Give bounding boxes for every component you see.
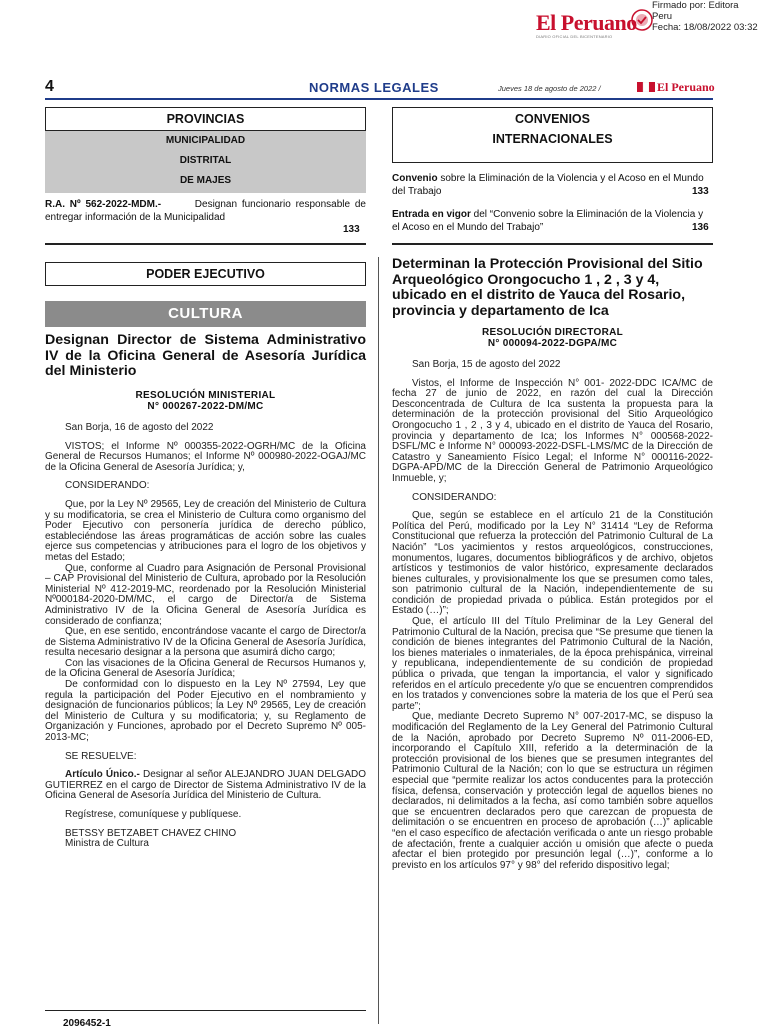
signature-line: Firmado por: Editora — [652, 0, 739, 11]
signature-line: Peru — [652, 11, 673, 22]
article-headline: Determinan la Protección Provisional del Sitio Arqueológico Orongocucho 1 , 2 , 3 y 4, ubicado en el distrito de Yauca del Rosario, provincia y departamento de Ica — [392, 256, 703, 319]
index-item-label: R.A. Nº 562-2022-MDM.- — [45, 199, 162, 210]
registry-number: 2096452-1 — [63, 1018, 111, 1029]
index-item-bold: Convenio — [392, 173, 438, 184]
index-item-text: Designan funcionario responsable de entregar información de la Municipalidad — [45, 199, 366, 223]
masthead-tagline: DIARIO OFICIAL DEL BICENTENARIO — [536, 34, 613, 39]
sector-bar: CULTURA — [45, 301, 366, 327]
divider — [45, 1010, 366, 1011]
divider — [45, 243, 366, 245]
paragraph: De conformidad con lo dispuesto en la Ley Nº 27594, Ley que regula la participación del Poder Ejecutivo en el nombramiento y designación de funcionarios públicos; la Ley Nº 29565, Ley de creación del Ministerio de Cultura y su modificatoria; y, su Reglamento de Organización y Funciones, aprobado por el Decreto Supremo Nº 005-2013-MC; — [45, 679, 366, 744]
signatory-name: BETSSY BETZABET CHAVEZ CHINO — [65, 827, 237, 839]
paragraph: Regístrese, comuníquese y publíquese. — [65, 809, 242, 820]
poder-ejecutivo-box — [45, 262, 366, 286]
municipality-line: DISTRITAL — [179, 155, 232, 166]
header-rule — [45, 98, 713, 100]
paragraph: Que, mediante Decreto Supremo N° 007-2017-MC, se dispuso la modificación del Reglamento de la Ley General del Patrimonio Cultural de la Nación, aprobado por Decreto Supremo Nº 011-2006-ED, incorporando el Capítulo XIII, referido a la determinación de la protección provisional de los bienes que se presumen integrantes del Patrimonio Cultural de la Nación; con lo que se estructura un régimen especial que “permite realizar los actos conducentes para la protección física, defensa, conservación y protección legal de aquellos bienes no declarados, ni delimitados a la fecha, así como también sobre aquellos que se encuentren declarados pero que carezcan de propuesta de delimitación o se encuentren en proceso de aprobación (…)” aplicable “en el caso específico de afectación verificada o ante un riesgo probable de afectación, frente a cualquier acción u omisión que afecte o pueda afectar el bien protegido por presunción legal (…)”, conforme a lo previsto en los artículos 97° y 98° del referido dispositivo legal; — [392, 711, 713, 871]
index-item-page: 133 — [692, 186, 709, 197]
paragraph: VISTOS; el Informe Nº 000355-2022-OGRH/MC de la Oficina General de Recursos Humanos; el Informe Nº 000980-2022-OGAJ/MC de la Oficina General de Asesoría Jurídica; y, — [45, 440, 366, 473]
index-item-convenio — [392, 173, 713, 198]
publication-date: Jueves 18 de agosto de 2022 / — [498, 84, 601, 93]
resolution-number: N° 000267-2022-DM/MC — [147, 401, 264, 412]
resolution-type: RESOLUCIÓN DIRECTORAL — [481, 327, 624, 338]
paragraph: Que, por la Ley Nº 29565, Ley de creación del Ministerio de Cultura y su modificatoria, se crea el Ministerio de Cultura como organismo del Poder Ejecutivo con personería jurídica de derecho público, estableciéndose las áreas programáticas de acción sobre las cuales ejerce sus competencias y atribuciones para el logro de los objetivos y metas del Estado; — [45, 498, 366, 563]
convenios-title: CONVENIOS — [514, 112, 590, 126]
resolution-header — [45, 390, 366, 412]
article-body — [45, 423, 366, 850]
paragraph: San Borja, 16 de agosto del 2022 — [65, 422, 214, 433]
paragraph: SE RESUELVE: — [65, 750, 137, 762]
convenios-title: INTERNACIONALES — [492, 132, 613, 146]
provincias-box — [45, 107, 366, 131]
index-item-ra — [45, 199, 366, 224]
paragraph: Que, según se establece en el artículo 21 de la Constitución Política del Perú, modificado por la Ley N° 31414 “Ley de Reforma Constitucional que refuerza la protección del Patrimonio Cultural de La Nación” “Los yacimientos y restos arqueológicos, construcciones, monumentos, lugares, documentos bibliográficos y de archivo, objetos artísticos y testimonios de valor histórico, expresamente declarados bienes culturales, y provisionalmente los que se presumen como tales, son patrimonio cultural de la Nación, independientemente de su condición de propiedad privada o pública. Están protegidos por el Estado (…)”; — [392, 510, 713, 617]
index-item-page: 136 — [692, 222, 709, 233]
index-item-bold: Entrada en vigor — [392, 209, 471, 220]
column-divider — [378, 257, 379, 1024]
paragraph: Que, conforme al Cuadro para Asignación de Personal Provisional – CAP Provisional del Ministerio de Cultura, aprobado por la Resolución Ministerial Nº 412-2019-MC, reordenado por la Resolución Ministerial Nº000184-2020-DM/MC, el cargo de Director/a de Sistema Administrativo IV de la Oficina General de Asesoría Jurídica es considerado de confianza; — [45, 562, 366, 627]
index-item-text: del “Convenio sobre la Eliminación de la Violencia y el Acoso en el Mundo del Trabajo” — [392, 209, 704, 233]
article-body — [392, 360, 713, 871]
digital-signature — [652, 0, 758, 33]
provincias-title: PROVINCIAS — [166, 112, 245, 126]
paragraph: Que, en ese sentido, encontrándose vacante el cargo de Director/a de Sistema Administrativo IV de la Oficina General de Asesoría Jurídica, resulta necesario designar a la persona que asumirá dicho cargo; — [45, 626, 366, 659]
digital-signature-seal-icon — [630, 8, 654, 32]
index-item-entrada — [392, 209, 713, 234]
article-label: Artículo Único.- — [65, 769, 140, 781]
resolution-type: RESOLUCIÓN MINISTERIAL — [135, 390, 276, 401]
peru-flag-icon — [637, 82, 655, 92]
header-logo: El Peruano — [657, 80, 715, 94]
convenios-box — [392, 107, 713, 163]
resolution-number: N° 000094-2022-DGPA/MC — [487, 338, 618, 349]
paragraph: Vistos, el Informe de Inspección N° 001- 2022-DDC ICA/MC de fecha 27 de junio de 2022, en razón del cual la Dirección Desconcentrada de Cultura de Ica sustenta la propuesta para la determinación de la protección provisional del Sitio Arqueológico Orongocucho 1 , 2 , 3 y 4, ubicado en el distrito de Yauca del Rosario, provincia y departamento de Ica; los Informes N° 000568-2022-DSFL/MC e Informe N° 000093-2022-DSFL-LMS/MC de la Dirección de Catastro y Saneamiento Físico Legal; el Informe N° 000116-2022-DGPA-APD/MC de la Dirección General de Patrimonio Arqueológico Inmueble, y; — [392, 377, 713, 484]
municipality-line: DE MAJES — [179, 175, 232, 186]
section-title: NORMAS LEGALES — [309, 80, 439, 95]
paragraph: CONSIDERANDO: — [412, 491, 497, 503]
poder-ejecutivo-title: PODER EJECUTIVO — [146, 267, 265, 281]
index-item-text: sobre la Eliminación de la Violencia y el Acoso en el Mundo del Trabajo — [392, 173, 704, 197]
paragraph-article — [45, 770, 366, 802]
article-headline: Designan Director de Sistema Administrativo IV de la Oficina General de Asesoría Jurídica del Ministerio — [45, 332, 366, 379]
article-text: Designar al señor ALEJANDRO JUAN DELGADO GUTIERREZ en el cargo de Director de Sistema Administrativo IV de la Oficina General de Asesoría Jurídica del Ministerio de Cultura. — [45, 769, 366, 802]
paragraph: CONSIDERANDO: — [65, 480, 150, 492]
signatory-title: Ministra de Cultura — [65, 838, 149, 850]
paragraph: Que, el artículo III del Título Preliminar de la Ley General del Patrimonio Cultural de la Nación, precisa que “Se presume que tienen la condición de bienes integrantes del Patrimonio Cultural de la Nación, los bienes materiales o inmateriales, de la época prehispánica, virreinal y republicana, independientemente de su condición de propiedad pública o privada, que tengan la importancia, el valor y significado referidos en el artículo precedente y/o que se encuentren comprendidos en los tratados y convenciones sobre la materia de los que el Perú sea parte”; — [392, 616, 713, 712]
masthead-logo: El Peruano — [536, 10, 637, 35]
resolution-header — [392, 327, 713, 349]
divider — [392, 243, 713, 245]
index-item-page: 133 — [343, 224, 360, 235]
page-number: 4 — [45, 78, 54, 95]
municipality-line: MUNICIPALIDAD — [165, 135, 246, 146]
municipality-box — [45, 131, 366, 193]
paragraph: San Borja, 15 de agosto del 2022 — [412, 359, 561, 370]
signature-line: Fecha: 18/08/2022 03:32 — [652, 22, 758, 33]
paragraph: Con las visaciones de la Oficina General de Recursos Humanos y, de la Oficina General de Asesoría Jurídica; — [45, 657, 366, 680]
